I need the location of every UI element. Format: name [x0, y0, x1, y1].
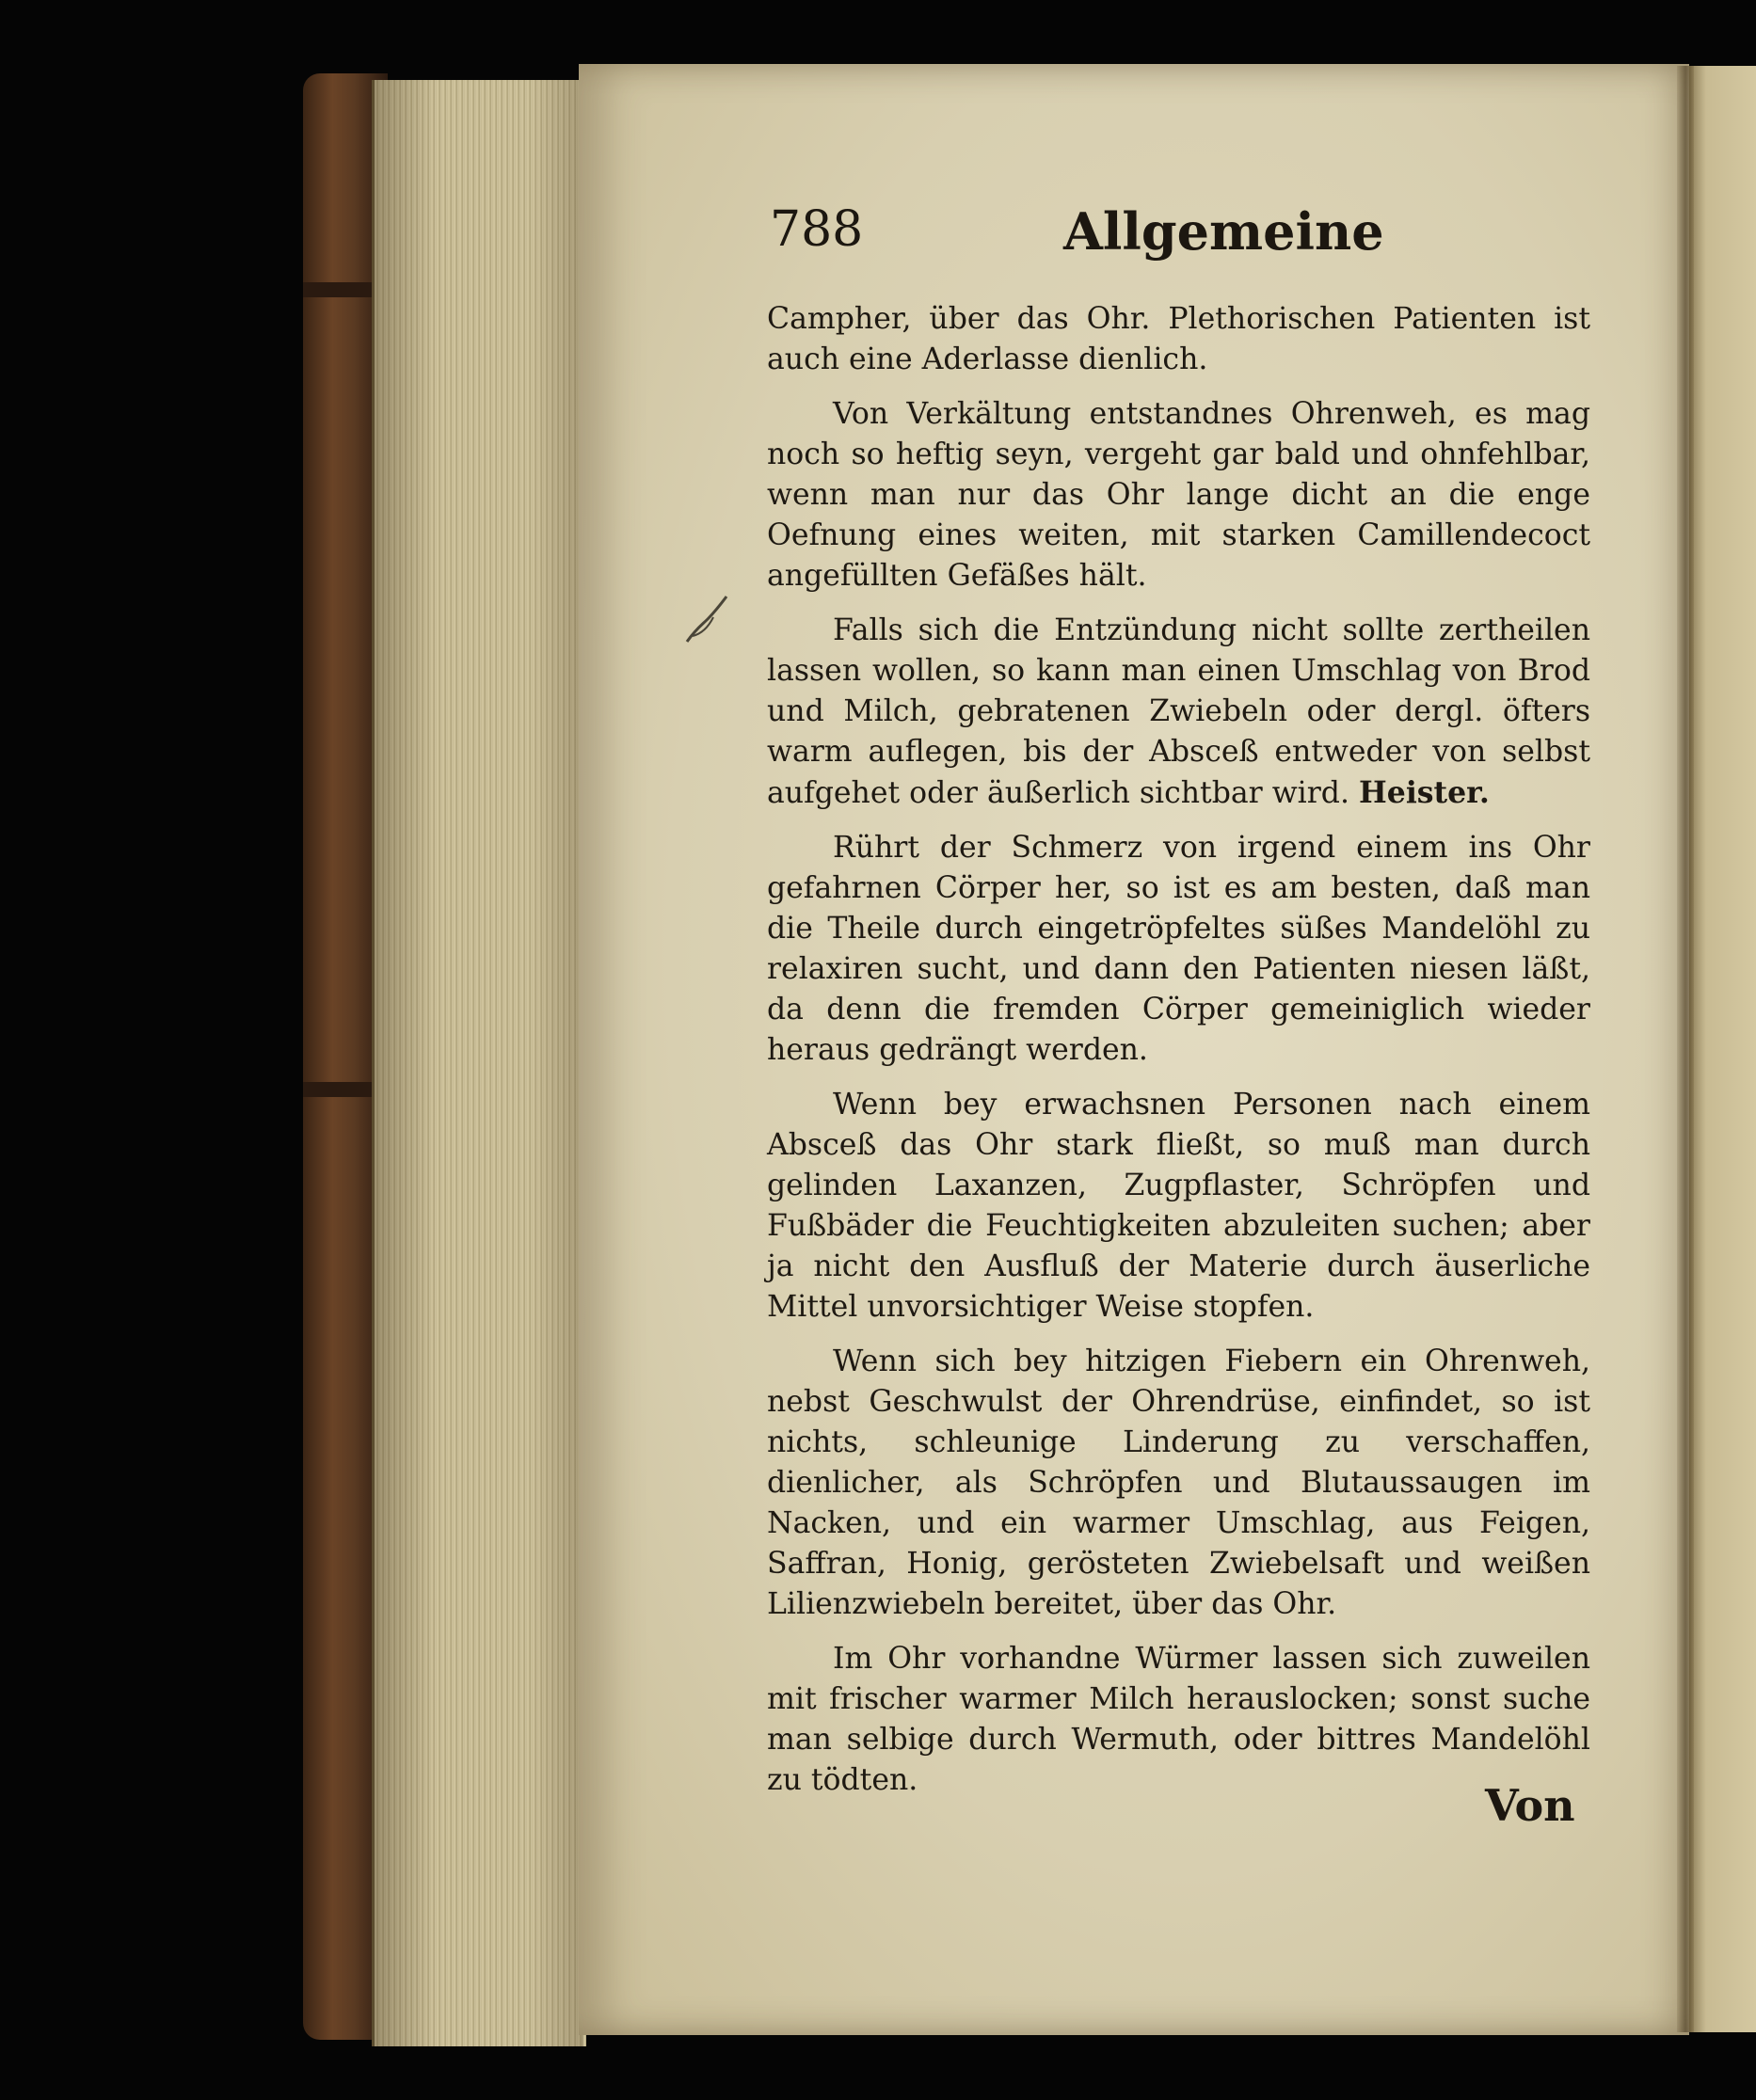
page-gutter	[1677, 66, 1694, 2032]
facing-page	[1689, 66, 1756, 2032]
paragraph: Campher, über das Ohr. Plethorischen Patienten ist auch eine Aderlasse dienlich.	[767, 302, 1590, 376]
body-text	[767, 299, 1590, 1815]
paragraph: Von Verkältung entstandnes Ohrenweh, es mag noch so heftig seyn, vergeht gar bald und ohnfehlbar, wenn man nur das Ohr lange dicht an die enge Oefnung eines weiten, mit starken Camillendecoct angefüllten Gefäßes hält.	[767, 397, 1590, 593]
page-number: 788	[770, 201, 864, 258]
page-edges-shade	[372, 80, 583, 2046]
catchword: Von	[1485, 1780, 1575, 1831]
author-mark: Heister.	[1359, 775, 1490, 810]
paragraph: Wenn bey erwachsnen Personen nach einem Absceß das Ohr stark fließt, so muß man durch gelinden Laxanzen, Zugpflaster, Schröpfen und Fußbäder die Feuchtigkeiten abzuleiten suchen; aber ja nicht den Ausfluß der Materie durch äuserliche Mittel unvorsichtiger Weise stopfen.	[767, 1088, 1590, 1324]
paragraph: Wenn sich bey hitzigen Fiebern ein Ohrenweh, nebst Geschwulst der Ohrendrüse, einfindet, so ist nichts, schleunige Linderung zu verschaffen, dienlicher, als Schröpfen und Blutaussaugen im Nacken, und ein warmer Umschlag, aus Feigen, Saffran, Honig, gerösteten Zwiebelsaft und weißen Lilienzwiebeln bereitet, über das Ohr.	[767, 1344, 1590, 1621]
paragraph	[767, 611, 1590, 814]
ink-scribble-icon	[679, 591, 736, 647]
paragraph: Im Ohr vorhandne Würmer lassen sich zuweilen mit frischer warmer Milch herauslocken; sonst suche man selbige durch Wermuth, oder bittres Mandelöhl zu tödten.	[767, 1642, 1590, 1797]
paragraph: Rührt der Schmerz von irgend einem ins Ohr gefahrnen Cörper her, so ist es am besten, daß man die Theile durch eingetröpfeltes süßes Mandelöhl zu relaxiren sucht, und dann den Patienten niesen läßt, da denn die fremden Cörper gemeiniglich wieder heraus gedrängt werden.	[767, 831, 1590, 1067]
running-title: Allgemeine	[1063, 201, 1384, 262]
paragraph-text: Falls sich die Entzündung nicht sollte zertheilen lassen wollen, so kann man einen Umschlag von Brod und Milch, gebratenen Zwiebeln oder dergl. öfters warm auflegen, bis der Absceß entweder von selbst aufgehet oder äußerlich sichtbar wird.	[767, 613, 1590, 810]
